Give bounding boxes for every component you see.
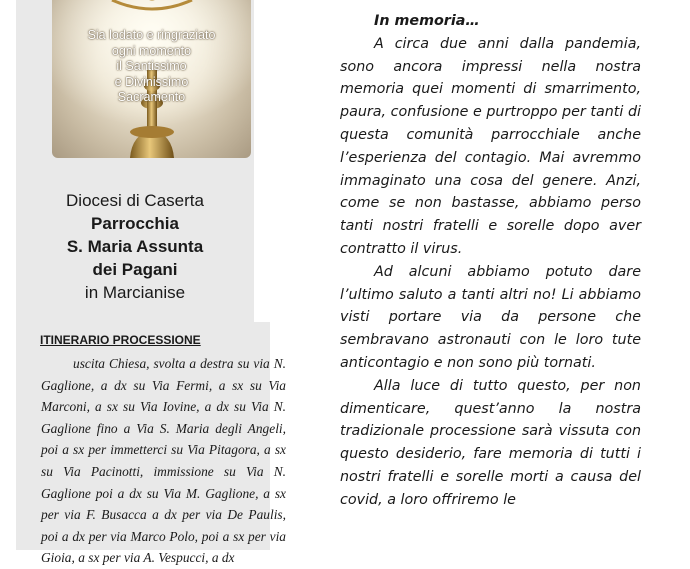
itinerary-text: uscita Chiesa, svolta a destra su via N. Gaglione, a dx su Via Fermi, a sx su Via Marconi, a sx su Via Iovine, a dx su Via N. Gaglione fino a Via S. Maria degli Angeli, poi a sx per immetterci su Via Pitagora, a sx su Via Pacinotti, immissione su Via N. Gaglione poi a dx su Via M. Gaglione, a sx per via F. Busacca a dx per via De Paulis, poi a dx per via Marco Polo, poi a sx per via Gioia, a sx per via A. Vespucci, a dx: [41, 356, 286, 566]
parish-location: in Marcianise: [84, 283, 186, 302]
parish-name-line2: S. Maria Assunta: [66, 237, 204, 256]
monstrance-photo: [52, 0, 251, 158]
caption-line: ogni momento: [111, 43, 192, 58]
memorial-article: [340, 10, 641, 512]
photo-caption: [52, 28, 251, 106]
caption-line: Sacramento: [117, 90, 186, 104]
itinerary-title: ITINERARIO PROCESSIONE: [40, 333, 201, 347]
parish-name-line3: dei Pagani: [92, 260, 178, 279]
caption-line: Sia lodato e ringraziato: [87, 28, 216, 42]
memorial-title: In memoria…: [374, 13, 480, 29]
diocese-name: Diocesi di Caserta: [66, 191, 204, 210]
memorial-paragraph: A circa due anni dalla pandemia, sono ancora impressi nella nostra memoria quei momenti di smarrimento, paura, confusione e purtroppo per tanti di questa comunità parrocchiale anche l’esperienza del contagio. Mai avremmo immaginato una cosa del genere. Anzi, come se non bastasse, abbiamo perso tanti nostri fratelli e sorelle dopo aver contratto il virus.: [340, 35, 641, 257]
parish-name-line1: Parrocchia: [91, 214, 179, 233]
memorial-paragraph: Ad alcuni abbiamo potuto dare l’ultimo saluto a tanti altri no! Li abbiamo visti portare via da persone che sembravano astronauti con le loro tute anticontagio e non sono più tornati.: [340, 263, 641, 371]
caption-line: e Divinissimo: [114, 74, 189, 89]
memorial-paragraph: Alla luce di tutto questo, per non dimenticare, quest’anno la nostra tradizionale processione sarà vissuta con questo desiderio, fare memoria di tutti i nostri fratelli e sorelle morti a causa del covid, a loro offriremo le: [340, 377, 641, 508]
caption-line: il Santissimo: [116, 59, 187, 73]
